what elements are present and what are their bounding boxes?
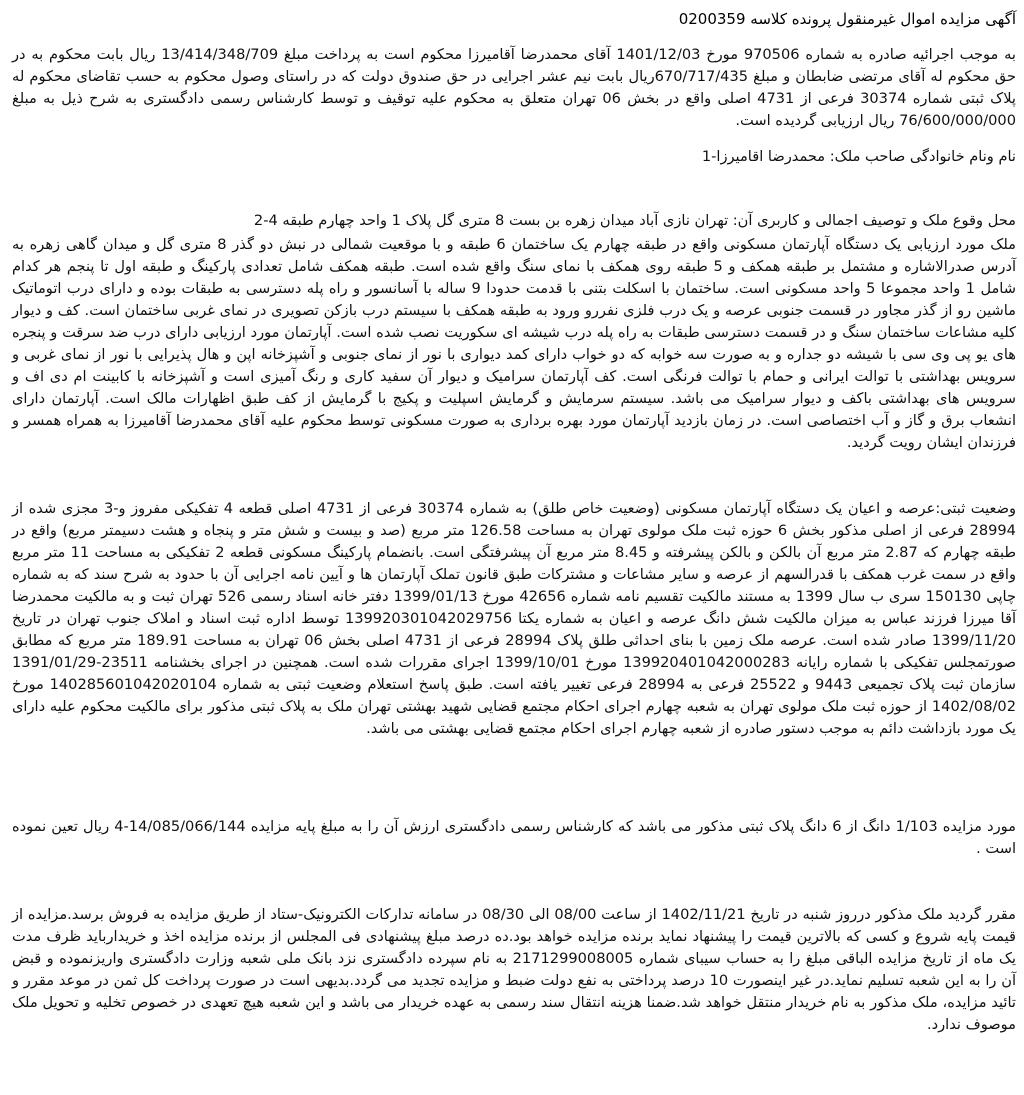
intro-paragraph [12, 44, 1016, 132]
description-paragraph [12, 234, 1016, 454]
location-line [12, 210, 1016, 232]
owner-line [12, 146, 1016, 168]
registration-text: وضعیت ثبتی:عرصه و اعیان یک دستگاه آپارتمان مسکونی (وضعیت خاص طلق) به شماره 30374 فرعی از 4731 اصلی قطعه 4 تفکیکی مفروز و-3 مجزی شده از 28994 فرعی از اصلی مذکور بخش 6 حوزه ثبت ملک مولوی تهران به مساحت 126.58 متر مربع (صد و بیست و شش متر و پنجاه و هشت دسیمتر مربع) واقع در طبقه چهارم که 2.87 متر مربع آن بالکن و بالکن پیشرفته و 8.45 متر مربع آن پیشرفتگی است. بانضمام پارکینگ مسکونی قطعه 2 تفکیکی به مساحت 11 متر مربع واقع در سمت غرب همکف با قدرالسهم از عرصه و سایر مشاعات و مشترکات طبق قانون تملک آپارتمان ها و آیین نامه اجرایی آن با حدود به شرح سند که به شماره چاپی 150130 سری ب سال 1399 به مستند مالکیت تقسیم نامه شماره 42656 مورخ 1399/01/13 دفتر خانه اسناد رسمی 526 تهران ثبت و به مالکیت محمدرضا آقا میرزا فرزند عباس به میزان مالکیت شش دانگ عرصه و اعیان به شماره یکتا 139920301042029756 توسط اداره ثبت اسناد و املاک جنوب تهران در تاریخ 1399/11/20 صادر شده است. عرصه ملک زمین با بنای احداثی طلق پلاک 28994 فرعی از 4731 اصلی بخش 06 تهران به مساحت 189.91 متر مربع که مطابق صورتمجلس تفکیکی با شماره رایانه 139920401042000283 مورخ 1399/10/01 اجرای مقررات شده است. همچنین در اجرای بخشنامه 23511-1391/01/29 سازمان ثبت پلاک تجمیعی 9443 و 25522 فرعی به 28994 فرعی تغییر یافته است. طبق پاسخ استعلام وضعیت ثبتی به شماره 140285601042020104 مورخ 1402/08/02 از حوزه ثبت ملک مولوی تهران به شعبه چهارم اجرای احکام مجتمع قضایی شهید بهشتی تهران ملک به پلاک ثبتی مذکور برای مالکیت محکوم علیه دارای یک مورد بازداشت دائم به موجب دستور صادره از شعبه چهارم اجرای احکام مجتمع قضایی بهشتی می باشد. [12, 500, 1017, 737]
auction-item-paragraph [12, 816, 1016, 860]
terms-text: مقرر گردید ملک مذکور درروز شنبه در تاریخ 1402/11/21 از ساعت 08/00 الی 08/30 در سامانه تدارکات الکترونیک-ستاد از طریق مزایده به فروش برسد.مزایده از قیمت پایه شروع و کسی که بالاترین قیمت را پیشنهاد نماید برنده مزایده خواهد بود.ده درصد مبلغ پیشنهادی فی المجلس از برنده مزایده اخذ و خریدارباید ظرف مدت یک ماه از تاریخ مزایده الباقی مبلغ را به حساب سیبای شماره 2171299008005 به نام سپرده دادگستری نزد بانک ملی شعبه وزارت دادگستری واریزنموده و قبض آن را به این شعبه تسلیم نماید.در غیر اینصورت 10 درصد پرداختی به نفع دولت ضبط و مزایده تجدید می گردد.بدیهی است در صورت پرداخت کل ثمن در موعد مقرر و تائید مزایده، ملک مذکور به نام خریدار منتقل خواهد شد.ضمنا هزینه انتقال سند رسمی به عهده خریدار می باشد و این شعبه هیچ تعهدی در خصوص تخلیه و تحویل ملک موصوف ندارد. [12, 906, 1016, 1033]
registration-paragraph [12, 498, 1016, 740]
description-text: ملک مورد ارزیابی یک دستگاه آپارتمان مسکونی واقع در طبقه چهارم یک ساختمان 6 طبقه و با موقعیت شمالی در نبش دو گذر 8 متری گل و میدان گاهی زهره به آدرس صدرالاشاره و مشتمل بر طبقه همکف و 5 طبقه روی همکف با نمای سنگ واقع شده است. طبقه همکف شامل تعدادی پارکینگ و طبقه اول تا پنجم هر کدام شامل 1 واحد مجموعا 5 واحد مسکونی است. ساختمان با اسکلت بتنی با قدمت حدودا 9 ساله با آسانسور و راه پله دسترسی به طبقات بوده و دارای درب اتوماتیک ماشین رو از گذر مجاور در قسمت جنوبی عرصه و یک درب فلزی نفررو ورود به طبقه همکف با سیستم درب بازکن تصویری در نمای غربی ساختمان است. کف و دیوار کلیه مشاعات ساختمان سنگ و در قسمت دسترسی طبقات به راه پله درب شیشه ای سکوریت نصب شده است. آپارتمان مورد ارزیابی دارای درب ضد سرقت و پنجره های یو پی وی سی با شیشه دو جداره و به صورت سه خوابه که دو خواب دارای کمد دیواری با نور از نمای جنوبی و آشپزخانه اپن و هال پذیرایی با نور از نمای غربی و سرویس بهداشتی با توالت ایرانی و حمام با توالت فرنگی است. کف آپارتمان سرامیک و دیوار آن سفید کاری و رنگ آمیزی است و آشپزخانه با کابینت ام دی اف و سرویس های بهداشتی باکف و دیوار سرامیک می باشد. سیستم سرمایش و گرمایش اسپلیت و پکیج با گرمایش از کف طبق اظهارات مالک است. آپارتمان دارای انشعاب برق و گاز و آب اختصاصی است. در زمان بازدید آپارتمان مورد بهره برداری به صورت مسکونی توسط محکوم علیه آقای محمدرضا آقامیرزا به همراه همسر و فرزندان ایشان رویت گردید. [12, 236, 1016, 451]
location-text: محل وقوع ملک و توصیف اجمالی و کاربری آن: تهران نازی آباد میدان زهره بن بست 8 متری گل پلاک 1 واحد چهارم طبقه 4-2 [253, 212, 1016, 229]
notice-title: آگهی مزایده اموال غیرمنقول پرونده کلاسه 0200359 [678, 10, 1016, 28]
auction-item-text: مورد مزایده 1/103 دانگ از 6 دانگ پلاک ثبتی مذکور می باشد که کارشناس رسمی دادگستری ارزش آن را به مبلغ پایه مزایده 14/085/066/144-4 ریال تعین نموده است . [12, 818, 1016, 857]
owner-text: نام ونام خانوادگی صاحب ملک: محمدرضا اقامیرزا-1 [701, 148, 1016, 165]
intro-text: به موجب اجرائیه صادره به شماره 970506 مورخ 1401/12/03 آقای محمدرضا آقامیرزا محکوم است به پرداخت مبلغ 13/414/348/709 ریال بابت محکوم به در حق محکوم له آقای مرتضی ضابطان و مبلغ 670/717/435ریال بابت نیم عشر اجرایی در حق صندوق دولت که در راستای وصول محکوم به حسب تقاضای محکوم له پلاک ثبتی شماره 30374 فرعی از 4731 اصلی واقع در بخش 06 تهران متعلق به محکوم علیه توقیف و توسط کارشناس رسمی دادگستری به شرح ذیل به مبلغ 76/600/000/000 ریال ارزیابی گردیده است. [12, 46, 1016, 129]
terms-paragraph [12, 904, 1016, 1036]
